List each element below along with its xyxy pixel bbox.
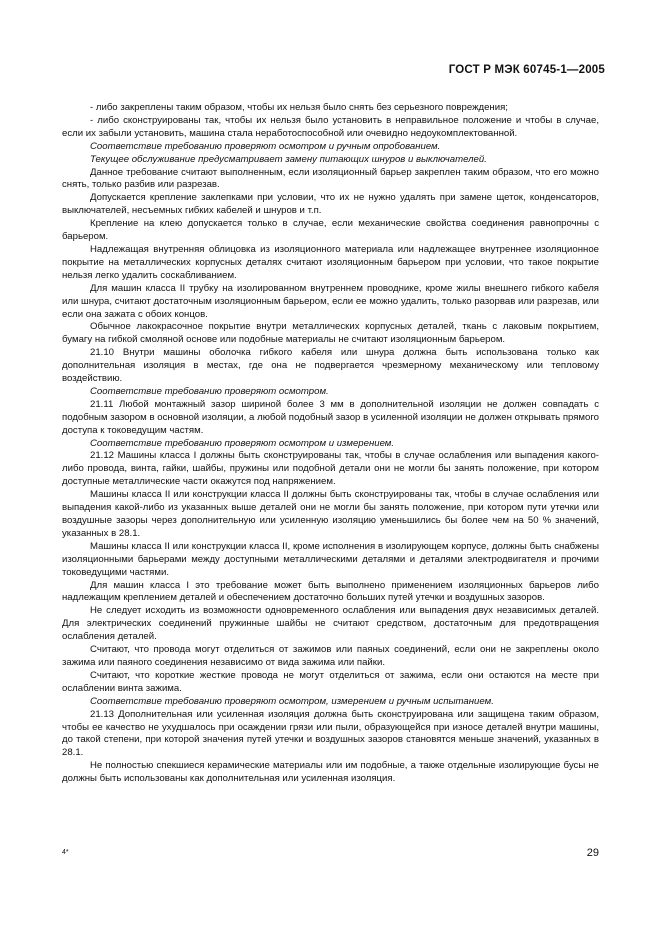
verification-note: Соответствие требованию проверяют осмотром и ручным опробованием. [90,140,441,152]
footer-mark: 4* [62,849,69,856]
paragraph: Не следует исходить из возможности одновременного ослабления или выпадения двух независимых деталей. Для электрических соединений пружинные шайбы не считают средством, достаточным для предотвращения ослабления деталей. [62,605,599,643]
paragraph: - либо закреплены таким образом, чтобы их нельзя было снять без серьезного повреждения; [90,102,508,113]
paragraph: Допускается крепление заклепками при условии, что их не нужно удалять при замене щеток, конденсаторов, выключателей, несъемных гибких кабелей и шнуров и т.п. [62,192,599,217]
paragraph: 21.10 Внутри машины оболочка гибкого кабеля или шнура должна быть использована только как дополнительная изоляция в местах, где она не подвергается чрезмерному механическому или тепловому воздействию. [62,347,599,385]
paragraph: Считают, что провода могут отделиться от зажимов или паяных соединений, если они не закреплены около зажима или паяного соединения независимо от вида зажима или пайки. [62,644,599,668]
verification-note: Соответствие требованию проверяют осмотром. [90,385,329,397]
verification-note: Соответствие требованию проверяют осмотром и измерением. [90,437,395,449]
paragraph: Не полностью спекшиеся керамические материалы или им подобные, а также отдельные изолирующие бусы не должны быть использованы как дополнительная или усиленная изоляция. [62,760,599,785]
paragraph: Надлежащая внутренняя облицовка из изоляционного материала или надлежащее внутреннее изоляционное покрытие на металлических корпусных деталях считают изоляционным барьером при условии, что такое покрытие нельзя легко удалить соскабливанием. [62,243,599,281]
paragraph: Для машин класса I это требование может быть выполнено применением изоляционных барьеров либо надлежащим креплением деталей и обеспечением достаточно больших путей утечки и воздушных зазоров. [62,579,599,604]
paragraph: - либо сконструированы так, чтобы их нельзя было установить в неправильное положение и чтобы в случае, если их забыли установить, машина стала неработоспособной или очевидно недоукомплектованной. [62,114,599,139]
paragraph: Обычное лакокрасочное покрытие внутри металлических корпусных деталей, ткань с лаковым покрытием, бумагу на гибкой смоляной основе или подобные материалы не считают изоляционным барьером. [62,321,599,346]
page-number: 29 [586,847,599,859]
paragraph: 21.13 Дополнительная или усиленная изоляция должна быть сконструирована или защищена таким образом, чтобы ее качество не ухудшалось при осаждении грязи или пыли, образующейся при износе деталей внутри машины, до такой степени, при которой значения путей утечки и воздушных зазоров становятся меньше значений, указанных в 28.1. [62,708,599,759]
paragraph: Данное требование считают выполненным, если изоляционный барьер закреплен таким образом, что его можно снять, только разбив или разрезав. [62,166,599,191]
verification-note: Соответствие требованию проверяют осмотром, измерением и ручным испытанием. [90,695,494,707]
standard-header: ГОСТ Р МЭК 60745-1—2005 [448,64,605,76]
paragraph: 21.12 Машины класса I должны быть сконструированы так, чтобы в случае ослабления или выпадения какого-либо провода, винта, гайки, шайбы, пружины или подобной детали они не могли бы занять положение, при котором доступные металлические части окажутся под напряжением. [62,450,599,488]
body-text [62,102,599,786]
verification-note: Текущее обслуживание предусматривает замену питающих шнуров и выключателей. [90,153,487,165]
paragraph: Крепление на клею допускается только в случае, если механические свойства соединения равнопрочны с барьером. [62,218,599,243]
paragraph: Считают, что короткие жесткие провода не могут отделиться от зажима, если они остаются на месте при ослаблении винта зажима. [62,669,599,694]
paragraph: 21.11 Любой монтажный зазор шириной более 3 мм в дополнительной изоляции не должен совпадать с подобным зазором в основной изоляции, а любой подобный зазор в усиленной изоляции не должен открывать прямого доступа к токоведущим частям. [62,398,599,436]
paragraph: Для машин класса II трубку на изолированном внутреннем проводнике, кроме жилы внешнего гибкого кабеля или шнура, считают достаточным изоляционным барьером, если ее можно удалить, только разорвав или разрезав, или если она зажата с обоих концов. [62,282,599,320]
paragraph: Машины класса II или конструкции класса II, кроме исполнения в изолирующем корпусе, должны быть снабжены изоляционными барьерами между доступными металлическими деталями и деталями электродвигателя и прочими токоведущими частями. [62,540,599,578]
paragraph: Машины класса II или конструкции класса II должны быть сконструированы так, чтобы в случае ослабления или выпадения какой-либо из указанных выше деталей они не могли бы занять положение, при котором пути утечки или воздушные зазоры через дополнительную или усиленную изоляцию уменьшились бы более чем на 50 % значений, указанных в 28.1. [62,489,599,539]
